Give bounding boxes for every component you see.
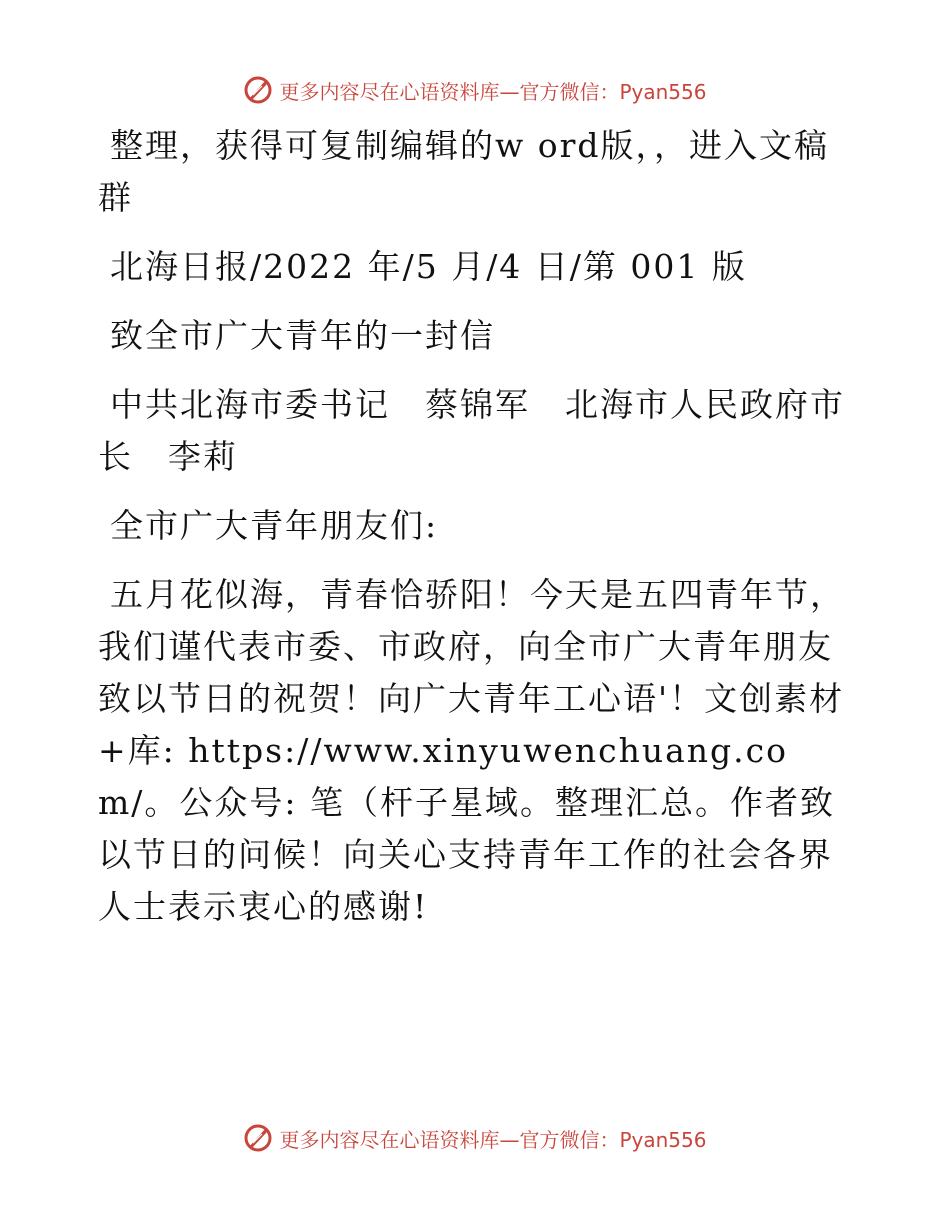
paragraph-salutation: 全市广大青年朋友们: [110,506,439,545]
feather-pen-logo-icon [243,1123,273,1153]
header-watermark-banner [0,70,950,110]
paragraph-intro-note: 整理，获得可复制编辑的w ord版，，进入文稿群 [98,126,830,217]
footer-banner-text: 更多内容尽在心语资料库—官方微信：Pyan556 [279,1127,707,1152]
paragraph-source-line: 北海日报/2022 年/5 月/4 日/第 001 版 [110,247,747,286]
paragraph-authors: 中共北海市委书记 蔡锦军 北海市人民政府市长 李莉 [98,385,845,476]
paragraph-body: 五月花似海，青春恰骄阳！今天是五四青年节，我们谨代表市委、市政府，向全市广大青年朋友致以节日的祝贺！向广大青年工心语'！文创素材+库: https://www.xinyuwenchuang.com/。公众号: 笔（杆子星域。整理汇总。作者致以节日的问候！向关心支持青年工作的社会各界人士表示衷心的感谢! [98,575,845,926]
document-body [98,120,858,950]
paragraph-letter-title: 致全市广大青年的一封信 [110,316,495,355]
feather-pen-logo-icon [243,75,273,105]
header-banner-text: 更多内容尽在心语资料库—官方微信：Pyan556 [279,79,707,104]
footer-watermark-banner [0,1118,950,1158]
